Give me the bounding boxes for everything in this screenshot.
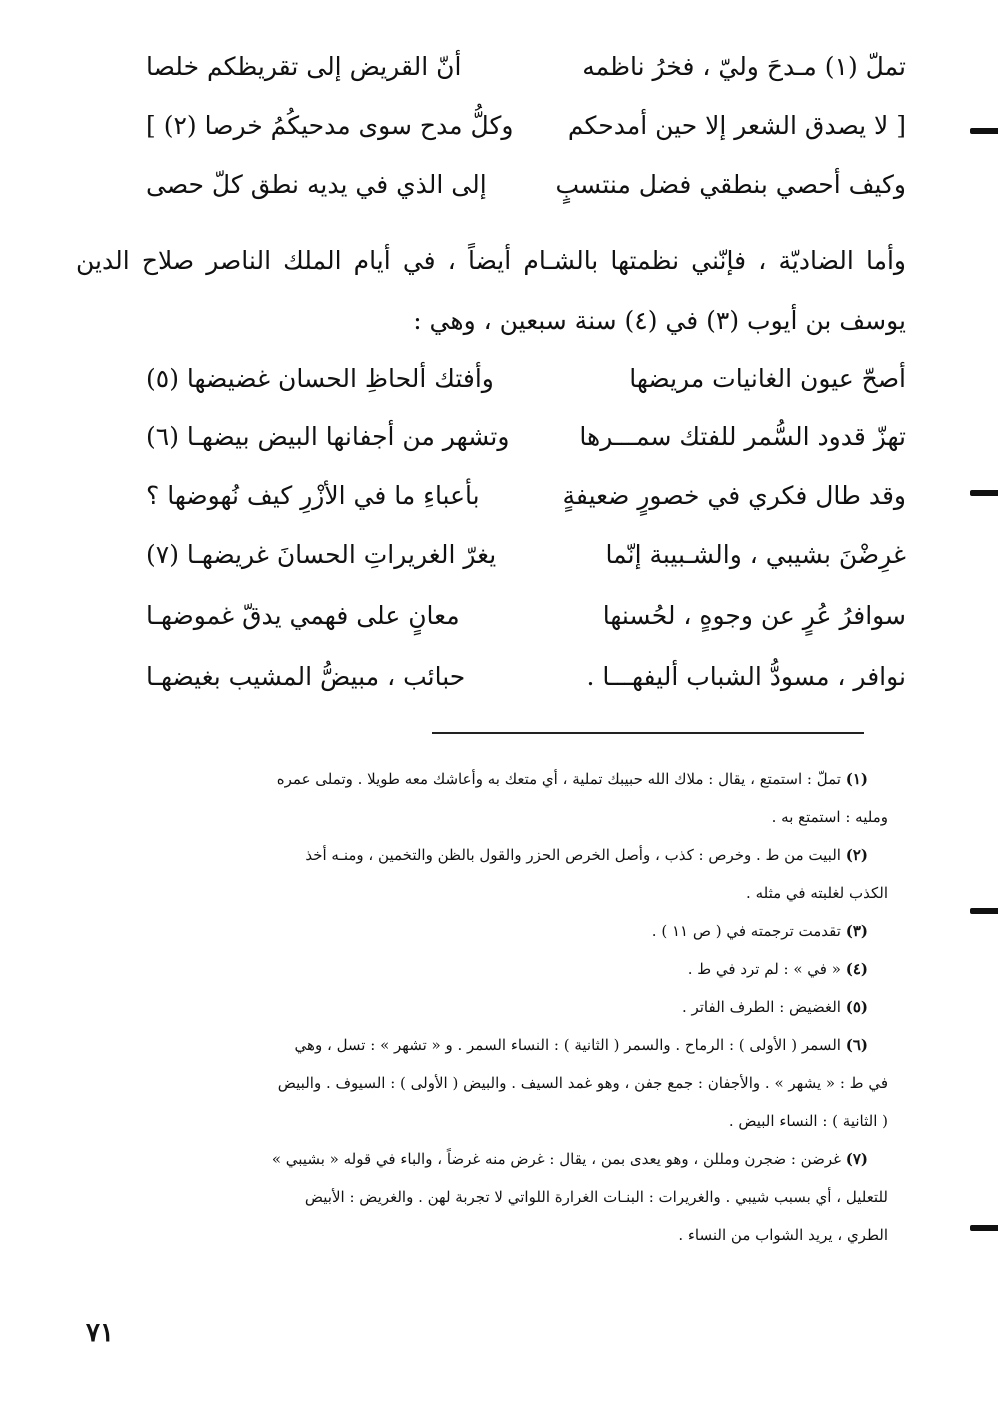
verse-second-hemistich: معانٍ على فهمي يدقّ غموضهـا [146, 601, 460, 630]
footnote-6 [98, 1026, 868, 1064]
verse-second-hemistich: حبائب ، مبيضُّ المشيب بغيضهـا [146, 662, 466, 691]
footnote-text: الغضيض : الطرف الفاتر . [681, 998, 841, 1016]
footnote-number: (٦) [845, 1036, 868, 1054]
footnote-number: (٧) [845, 1150, 868, 1168]
poem-verse [146, 156, 906, 214]
verse-first-hemistich: نوافر ، مسودُّ الشباب أليفهـــا . [586, 662, 906, 691]
poem-verse [146, 648, 906, 706]
verse-second-hemistich: إلى الذي في يديه نطق كلّ حصى [146, 170, 487, 199]
footnote-separator-rule [432, 732, 864, 734]
footnote-number: (٢) [845, 846, 868, 864]
verse-first-hemistich: وكيف أحصي بنطقي فضل منتسبٍ [555, 170, 906, 199]
scan-edge-mark [970, 1225, 998, 1231]
footnotes [98, 760, 888, 1254]
verse-second-hemistich: أنّ القريض إلى تقريظكم خلصا [146, 52, 462, 81]
footnote-text: تملّ : استمتع ، يقال : ملاك الله حبيبك تملية ، أي متعك به وأعاشك معه طويلا . وتملى عمره [276, 770, 841, 788]
verse-second-hemistich: وأفتك ألحاظِ الحسان غضيضها (٥) [146, 364, 494, 393]
scan-edge-mark [970, 128, 998, 134]
verse-first-hemistich: تهزّ قدود السُّمر للفتك سمـــرها [579, 422, 906, 451]
footnote-4 [98, 950, 868, 988]
scan-edge-mark [970, 490, 998, 496]
footnote-number: (٥) [845, 998, 868, 1016]
verse-first-hemistich: أصحّ عيون الغانيات مريضها [629, 364, 906, 393]
prose-paragraph-line: وأما الضاديّة ، فإنّني نظمتها بالشـام أيضاً ، في أيام الملك الناصر صلاح الدين [76, 246, 906, 275]
poem-verse [146, 408, 906, 466]
footnote-text-continuation: الطري ، يريد الشواب من النساء . [678, 1226, 888, 1244]
footnote-text: السمر ( الأولى ) : الرماح . والسمر ( الثانية ) : النساء السمر . و « تشهر » : تسل ، وهي [294, 1036, 841, 1054]
footnote-text-continuation: الكذب لغلبته في مثله . [746, 884, 888, 902]
footnote-7 [98, 1140, 868, 1178]
verse-second-hemistich: بأعباءِ ما في الأزْرِ كيف نُهوضها ؟ [146, 481, 480, 510]
footnote-number: (١) [845, 770, 868, 788]
footnote-text-continuation: للتعليل ، أي بسبب شيبي . والغريرات : البنـات الغرارة اللواتي لا تجربة لهن . والغريض : الأبيض [304, 1188, 888, 1206]
verse-first-hemistich: وقد طال فكري في خصورٍ ضعيفةٍ [562, 481, 906, 510]
footnote-5 [98, 988, 868, 1026]
footnote-text: « في » : لم ترد في ط . [687, 960, 841, 978]
verse-first-hemistich: [ لا يصدق الشعر إلا حين أمدحكم [567, 111, 906, 140]
verse-second-hemistich: وكلُّ مدح سوى مدحيكُمُ خرصا (٢) ] [146, 111, 514, 140]
poem-verse [146, 587, 906, 645]
footnote-text: غرضن : ضجرن ومللن ، وهو يعدى بمن ، يقال : غرض منه غرضاً ، والباء في قوله « بشيبي » [271, 1150, 841, 1168]
verse-first-hemistich: غرِضْنَ بشيبي ، والشـبيبة إنّما [605, 540, 906, 569]
verse-second-hemistich: وتشهر من أجفانها البيض بيضهـا (٦) [146, 422, 510, 451]
footnote-text-continuation: ( الثانية ) : النساء البيض . [728, 1112, 888, 1130]
footnote-text-continuation: ومليه : استمتع به . [771, 808, 888, 826]
poem-verse [146, 97, 906, 155]
prose-paragraph-line: يوسف بن أيوب (٣) في (٤) سنة سبعين ، وهي : [413, 306, 906, 335]
footnote-number: (٤) [845, 960, 868, 978]
page-number: ٧١ [86, 1318, 114, 1348]
footnote-1 [98, 760, 868, 798]
poem-verse [146, 38, 906, 96]
verse-first-hemistich: تملّ (١) مـدحَ وليّ ، فخرُ ناظمه [582, 52, 906, 81]
poem-verse [146, 526, 906, 584]
verse-first-hemistich: سوافرُ عُرٍ عن وجوهٍ ، لحُسنها [602, 601, 906, 630]
poem-verse [146, 467, 906, 525]
poem-verse [146, 350, 906, 408]
footnote-text: البيت من ط . وخرص : كذب ، وأصل الخرص الحزر والقول بالظن والتخمين ، ومنـه أخذ [305, 846, 841, 864]
footnote-number: (٣) [845, 922, 868, 940]
footnote-2 [98, 836, 868, 874]
verse-second-hemistich: يغرّ الغريراتِ الحسانَ غريضهـا (٧) [146, 540, 497, 569]
footnote-text-continuation: في ط : « يشهر » . والأجفان : جمع جفن ، وهو غمد السيف . والبيض ( الأولى ) : السيوف . والبيض [277, 1074, 888, 1092]
scan-edge-mark [970, 908, 998, 914]
footnote-text: تقدمت ترجمته في ( ص ١١ ) . [651, 922, 841, 940]
footnote-3 [98, 912, 868, 950]
